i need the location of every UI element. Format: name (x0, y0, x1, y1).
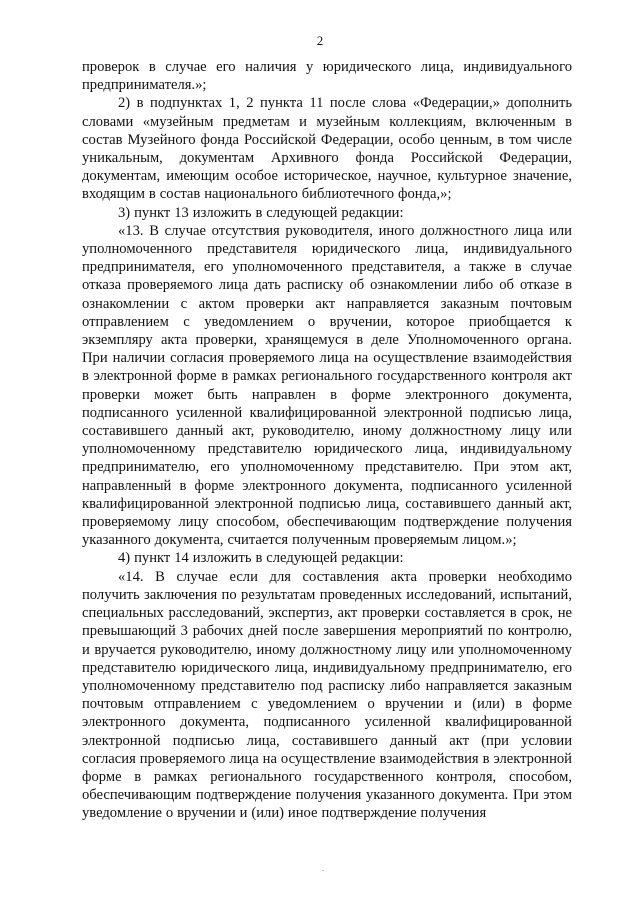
paragraph-item-3: 3) пункт 13 изложить в следующей редакции: (118, 204, 404, 221)
paragraph-clause-14: «14. В случае если для составления акта проверки необходимо получить заключения по результатам проведенных исследований, испытаний, специальных расследований, экспертиз, акт проверки составляется в срок, не превышающий 3 рабочих дней после завершения мероприятий по контролю, и вручается руководителю, иному должностному лицу или уполномоченному представителю юридического лица, индивидуальному предпринимателю, его уполномоченному представителю под расписку либо направляется заказным почтовым отправлением с уведомлением о вручении и (или) в форме электронного документа, подписанного усиленной квалифицированной электронной подписью лица, составившего данный акт (при условии согласия проверяемого лица на осуществление взаимодействия в электронной форме в рамках регионального государственного контроля, способом, обеспечивающим подтверждение получения указанного документа. При этом уведомление о вручении и (или) иное подтверждение получения (82, 568, 572, 822)
scan-speck (322, 870, 324, 871)
paragraph-clause-13: «13. В случае отсутствия руководителя, иного должностного лица или уполномоченного представителя юридического лица, индивидуального предпринимателя, его уполномоченного представителя, а также в случае отказа проверяемого лица дать расписку об ознакомлении либо об отказе в ознакомлении с актом проверки акт направляется заказным почтовым отправлением с уведомлением о вручении, которое приобщается к экземпляру акта проверки, хранящемуся в деле Уполномоченного органа. При наличии согласия проверяемого лица на осуществление взаимодействия в электронной форме в рамках регионального государственного контроля акт проверки может быть направлен в форме электронного документа, подписанного усиленной квалифицированной электронной подписью лица, составившего данный акт, руководителю, иному должностному лицу или уполномоченному представителю юридического лица, индивидуальному предпринимателю, его уполномоченному представителю. При этом акт, направленный в форме электронного документа, подписанного усиленной квалифицированной электронной подписью лица, составившего данный акт, проверяемому лицу способом, обеспечивающим подтверждение получения указанного документа, считается полученным проверяемым лицом.»; (82, 222, 572, 549)
document-body (82, 58, 572, 823)
paragraph-item-4: 4) пункт 14 изложить в следующей редакции: (118, 550, 404, 567)
page-number: 2 (316, 33, 324, 48)
paragraph-continuation: проверок в случае его наличия у юридического лица, индивидуального предпринимателя.»; (82, 59, 572, 94)
paragraph-item-2: 2) в подпунктах 1, 2 пункта 11 после слова «Федерации,» дополнить словами «музейным предметам и музейным коллекциям, включенным в состав Музейного фонда Российской Федерации, особо ценным, в том числе уникальным, документам Архивного фонда Российской Федерации, документам, имеющим особое историческое, научное, культурное значение, входящим в состав национального библиотечного фонда,»; (82, 95, 572, 203)
